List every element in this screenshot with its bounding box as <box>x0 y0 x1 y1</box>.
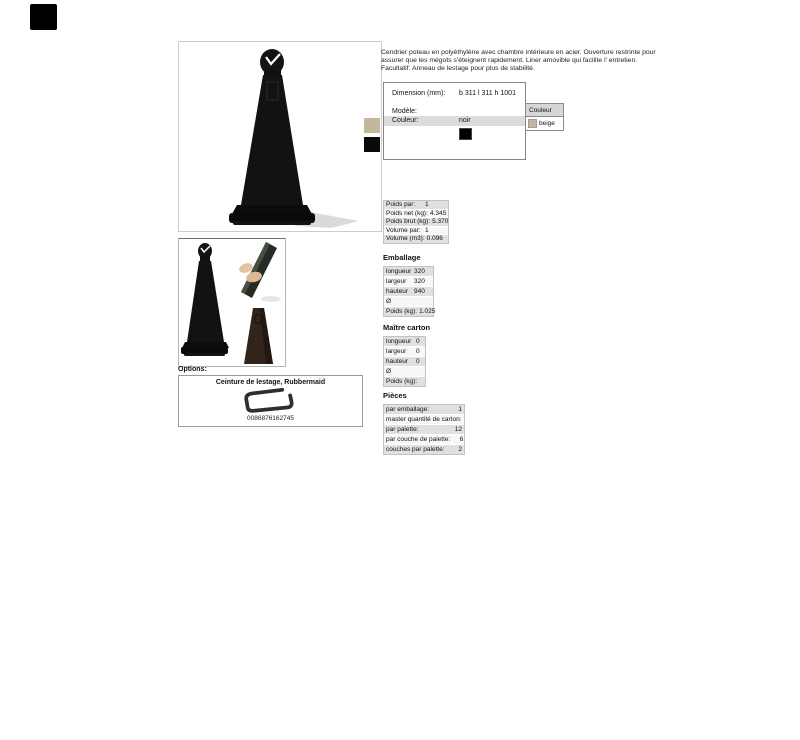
section-title-emballage: Emballage <box>383 253 421 262</box>
table-row: Poids brut (kg): 5.370 <box>386 218 449 225</box>
color-picker <box>525 103 564 131</box>
options-label: Options: <box>178 366 207 373</box>
description-line: assurer que les mégots s'éteignent rapidement. Liner amovible qui facilite l' entretien. <box>381 57 638 64</box>
couleur-value: noir <box>459 117 471 124</box>
secondary-photos-block <box>178 238 286 367</box>
dimension-value: b 311 l 311 h 1001 <box>459 90 516 97</box>
section-title-pieces: Pièces <box>383 391 407 400</box>
table-row: hauteur 940 <box>384 287 433 297</box>
selected-color-swatch-noir[interactable] <box>459 128 472 140</box>
couleur-label: Couleur: <box>392 117 419 124</box>
table-row: Poids (kg): 1.025 <box>386 308 436 315</box>
color-swatch-noir[interactable] <box>364 137 380 152</box>
emballage-table <box>383 266 434 317</box>
dimension-label: Dimension (mm): <box>392 90 446 97</box>
weight-ring-image <box>179 387 362 415</box>
description-line: Cendrier poteau en polyéthylène avec chambre intérieure en acier. Ouverture restrinte pour <box>381 49 656 56</box>
photo-liner-hands <box>233 239 283 304</box>
photo-obelisk-small <box>179 239 231 364</box>
description-line: Facultatif: Anneau de lestage pour plus de stabilité. <box>381 65 535 72</box>
table-row: couches par palette: 2 <box>386 446 462 453</box>
product-photo-obelisk-ashtray <box>179 42 381 231</box>
table-row: largeur 0 <box>384 347 425 357</box>
table-row: par palette: 12 <box>386 426 462 433</box>
table-row: Volume (m3): 0.096 <box>384 235 448 243</box>
option-item-title: Ceinture de lestage, Rubbermaid <box>215 379 326 386</box>
section-title-maitre-carton: Maître carton <box>383 323 431 332</box>
spec-row-couleur[interactable] <box>384 116 525 126</box>
pieces-table <box>383 404 465 455</box>
table-row: hauteur 0 <box>384 357 425 367</box>
table-row: Poids (kg): <box>384 377 425 386</box>
spec-row-dimension <box>384 89 525 99</box>
weights-table <box>383 200 449 244</box>
table-row: par couche de palette: 6 <box>386 436 464 443</box>
table-row: largeur 320 <box>384 277 433 287</box>
table-row: Ø <box>384 297 433 307</box>
table-row: longueur 0 <box>384 337 425 347</box>
option-item-code: 0086876162745 <box>247 415 294 422</box>
color-option-beige[interactable] <box>526 117 563 130</box>
spec-box <box>383 82 526 160</box>
options-box[interactable] <box>178 375 363 427</box>
color-swatch-beige[interactable] <box>364 118 380 133</box>
beige-swatch-icon <box>528 119 537 128</box>
table-row: par emballage: 1 <box>386 406 462 413</box>
color-option-label: beige <box>539 120 555 127</box>
color-picker-header: Couleur <box>526 104 563 117</box>
table-row: longueur 320 <box>384 267 433 277</box>
main-product-photo-frame <box>178 41 382 232</box>
black-square <box>30 4 57 30</box>
table-row: Volume par: 1 <box>384 227 448 236</box>
product-description <box>381 49 656 73</box>
table-row: Poids par: 1 <box>384 201 448 210</box>
modele-label: Modèle: <box>392 108 417 115</box>
table-row: Poids net (kg): 4.345 <box>386 209 447 217</box>
photo-obelisk-detail-brown <box>233 306 283 364</box>
table-row: master quantité de carton: <box>384 415 464 425</box>
maitre-carton-table <box>383 336 426 387</box>
table-row: Ø <box>384 367 425 377</box>
